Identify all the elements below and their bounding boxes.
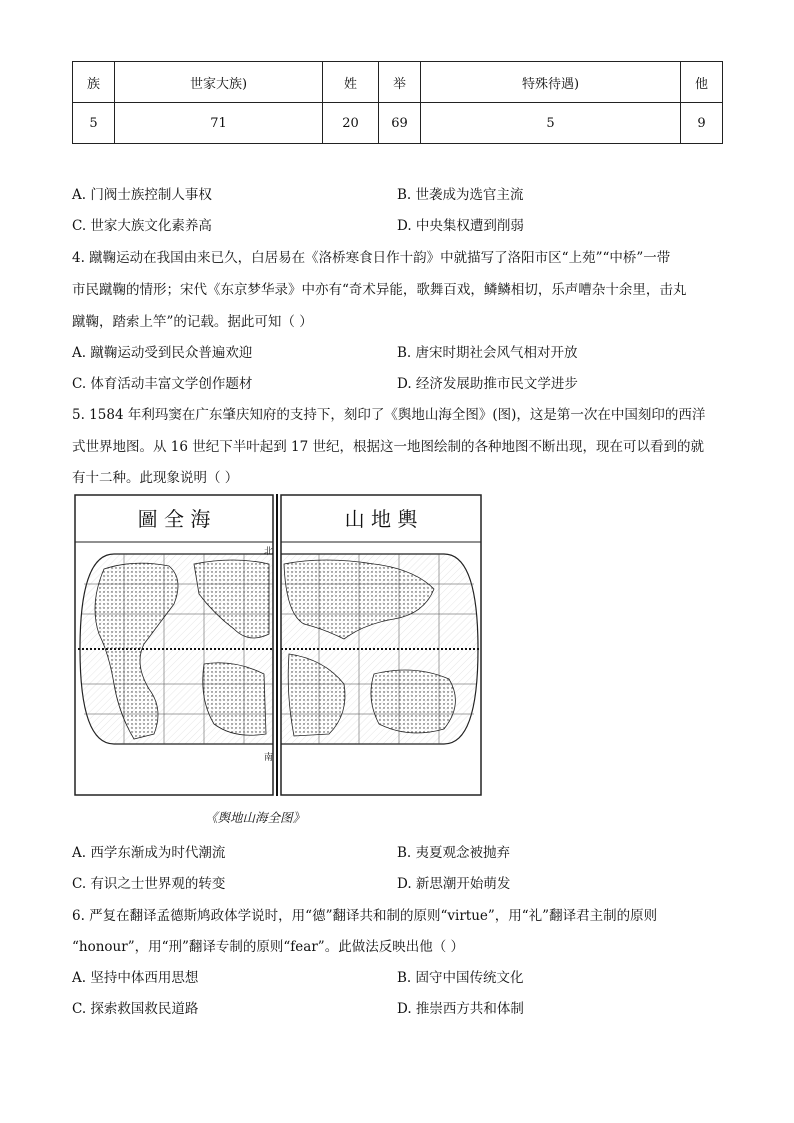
- table-header-row: [73, 62, 723, 103]
- q4-stem-line1: 4. 蹴鞠运动在我国由来已久，白居易在《洛桥寒食日作十韵》中就描写了洛阳市区“上苑”“中桥”一带: [72, 250, 671, 266]
- figure-caption: 《舆地山海全图》: [205, 810, 306, 825]
- q4-option-b[interactable]: B. 唐宋时期社会风气相对开放: [397, 345, 578, 361]
- q4-option-c[interactable]: C. 体育活动丰富文学创作题材: [72, 376, 253, 392]
- table-row: [73, 103, 723, 144]
- q3-option-c[interactable]: C. 世家大族文化素养高: [72, 218, 212, 234]
- q5-stem-line2: 式世界地图。从 16 世纪下半叶起到 17 世纪，根据这一地图绘制的各种地图不断出现，现在可以看到的就: [72, 439, 705, 455]
- q5-option-d[interactable]: D. 新思潮开始萌发: [397, 876, 511, 892]
- q4-option-d[interactable]: D. 经济发展助推市民文学进步: [397, 376, 578, 392]
- q3-option-a[interactable]: A. 门阀士族控制人事权: [72, 187, 212, 203]
- q3-option-b[interactable]: B. 世袭成为选官主流: [397, 187, 524, 203]
- q4-option-a[interactable]: A. 蹴鞠运动受到民众普遍欢迎: [72, 345, 253, 361]
- q5-stem-line3: 有十二种。此现象说明（ ）: [72, 470, 239, 486]
- data-table: [72, 61, 723, 144]
- table-cell: 族: [73, 62, 115, 103]
- world-map-figure: [74, 494, 482, 796]
- q4-stem-line3: 蹴鞠，踏索上竿”的记载。据此可知（ ）: [72, 314, 313, 330]
- q3-option-d[interactable]: D. 中央集权遭到削弱: [397, 218, 524, 234]
- table-cell: 71: [115, 103, 323, 144]
- table-cell: 举: [379, 62, 421, 103]
- table-cell: 世家大族): [115, 62, 323, 103]
- map-left-title: 圖 全 海: [137, 507, 211, 531]
- q5-option-a[interactable]: A. 西学东渐成为时代潮流: [72, 845, 226, 861]
- table-cell: 69: [379, 103, 421, 144]
- table-cell: 5: [421, 103, 681, 144]
- q6-option-c[interactable]: C. 探索救国救民道路: [72, 1001, 199, 1017]
- q5-option-b[interactable]: B. 夷夏观念被抛弃: [397, 845, 511, 861]
- q6-option-b[interactable]: B. 固守中国传统文化: [397, 970, 524, 986]
- table-cell: 姓: [323, 62, 379, 103]
- map-north-label: 北: [264, 547, 274, 557]
- q6-stem-line1: 6. 严复在翻译孟德斯鸠政体学说时，用“德”翻译共和制的原则“virtue”，用“礼”翻译君主制的原则: [72, 908, 658, 924]
- table-cell: 5: [73, 103, 115, 144]
- q4-stem-line2: 市民蹴鞠的情形；宋代《东京梦华录》中亦有“奇术异能，歌舞百戏，鳞鳞相切，乐声嘈杂十余里，击丸: [72, 282, 687, 298]
- q6-stem-line2: “honour”，用“刑”翻译专制的原则“fear”。此做法反映出他（ ）: [72, 939, 464, 955]
- map-south-label: 南: [264, 753, 274, 763]
- map-right-title: 山 地 輿: [344, 507, 418, 531]
- table-cell: 他: [681, 62, 723, 103]
- table-cell: 20: [323, 103, 379, 144]
- q6-option-d[interactable]: D. 推崇西方共和体制: [397, 1001, 524, 1017]
- table-cell: 特殊待遇): [421, 62, 681, 103]
- q5-stem-line1: 5. 1584 年利玛窦在广东肇庆知府的支持下，刻印了《舆地山海全图》(图)，这是第一次在中国刻印的西洋: [72, 407, 706, 423]
- q6-option-a[interactable]: A. 坚持中体西用思想: [72, 970, 199, 986]
- table-cell: 9: [681, 103, 723, 144]
- q5-option-c[interactable]: C. 有识之士世界观的转变: [72, 876, 226, 892]
